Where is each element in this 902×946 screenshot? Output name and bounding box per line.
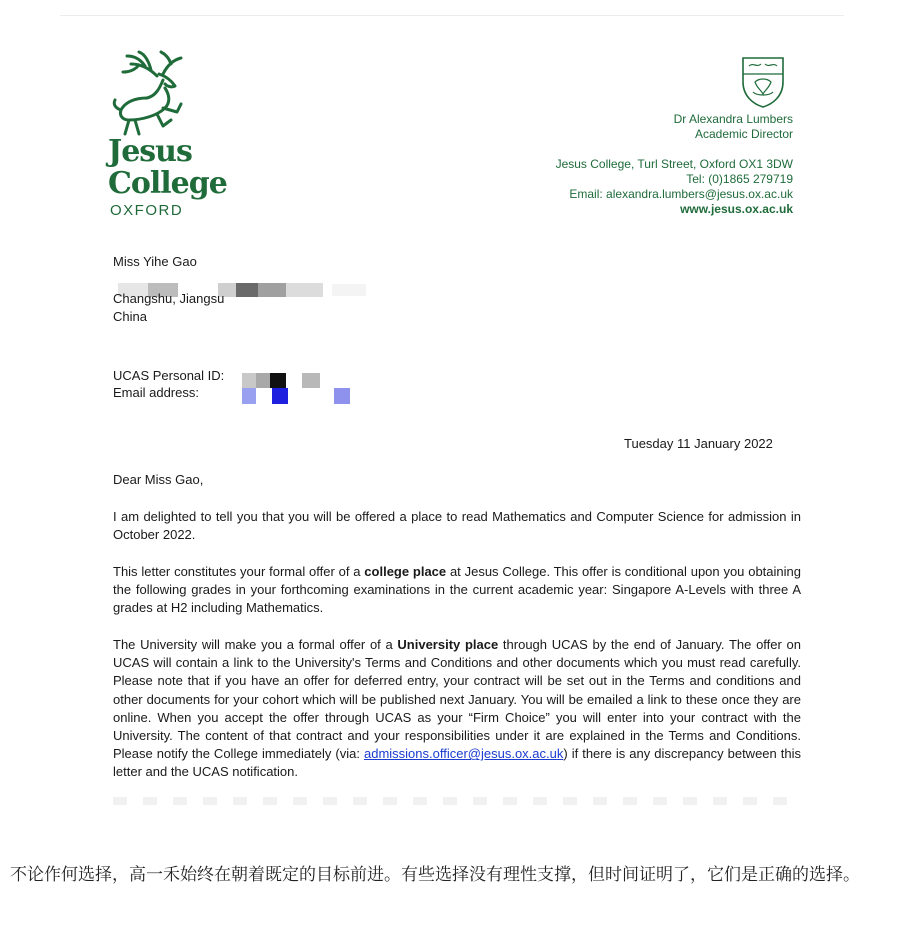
sender-block — [556, 112, 793, 217]
sender-email: Email: alexandra.lumbers@jesus.ox.ac.uk — [569, 187, 793, 201]
sender-address: Jesus College, Turl Street, Oxford OX1 3DW — [555, 157, 793, 171]
redacted-extra — [332, 284, 366, 296]
ucas-id-label: UCAS Personal ID: — [113, 368, 225, 383]
salutation: Dear Miss Gao, — [113, 472, 204, 487]
sender-tel: Tel: (0)1865 279719 — [686, 172, 793, 186]
recipient-city: Changshu, Jiangsu — [113, 291, 225, 306]
sender-name: Dr Alexandra Lumbers — [673, 112, 793, 126]
college-crest-icon — [741, 56, 785, 108]
paragraph-offer: I am delighted to tell you that you will be offered a place to read Mathematics and Computer Science for admission in October 2022. — [113, 509, 801, 543]
faded-text-line — [113, 797, 801, 805]
sender-website: www.jesus.ox.ac.uk — [680, 202, 793, 216]
college-place-emphasis: college place — [364, 564, 447, 579]
admissions-email-link[interactable]: admissions.officer@jesus.ox.ac.uk — [363, 746, 564, 762]
paragraph-university: The University will make you a formal offer of a University place through UCAS by the end of January. The offer on UCAS will contain a link to the University's Terms and Conditions and other documents which you must read carefully. Please note that if you have an offer for deferred entry, your contract will be set out in the Terms and conditions and other documents for your cohort which will be published next January. You will be emailed a link to these once they are online. When you accept the offer through UCAS as your “Firm Choice” you will enter into your contract with the University. The content of that contract and your responsibilities under it are explained in the Terms and Conditions. Please notify the College immediately (via: admissions.officer@jesus.ox.ac.uk) if there is any discrepancy between this letter and the UCAS notification. — [113, 637, 802, 780]
stag-icon — [105, 50, 205, 138]
logo-word-oxford: OXFORD — [110, 202, 184, 219]
caption-text: 不论作何选择，高一禾始终在朝着既定的目标前进。有些选择没有理性支撑，但时间证明了，它们是正确的选择。 — [10, 865, 860, 884]
letter-date: Tuesday 11 January 2022 — [624, 436, 773, 451]
top-divider — [60, 15, 844, 16]
jesus-college-logo — [105, 50, 245, 219]
university-place-emphasis: University place — [397, 637, 499, 652]
logo-word-college: College — [108, 166, 227, 201]
redacted-ucas-id — [242, 373, 320, 389]
recipient-name: Miss Yihe Gao — [113, 254, 197, 269]
redacted-email — [242, 388, 350, 404]
email-address-label: Email address: — [113, 385, 199, 400]
paragraph-conditions: This letter constitutes your formal offer of a college place at Jesus College. This offer is conditional upon you obtaining the following grades in your forthcoming examinations in the current academic year: Singapore A-Levels with three A grades at H2 including Mathematics. — [113, 564, 801, 616]
recipient-country: China — [113, 309, 147, 324]
logo-word-jesus: Jesus — [108, 134, 192, 169]
sender-role: Academic Director — [694, 127, 793, 141]
